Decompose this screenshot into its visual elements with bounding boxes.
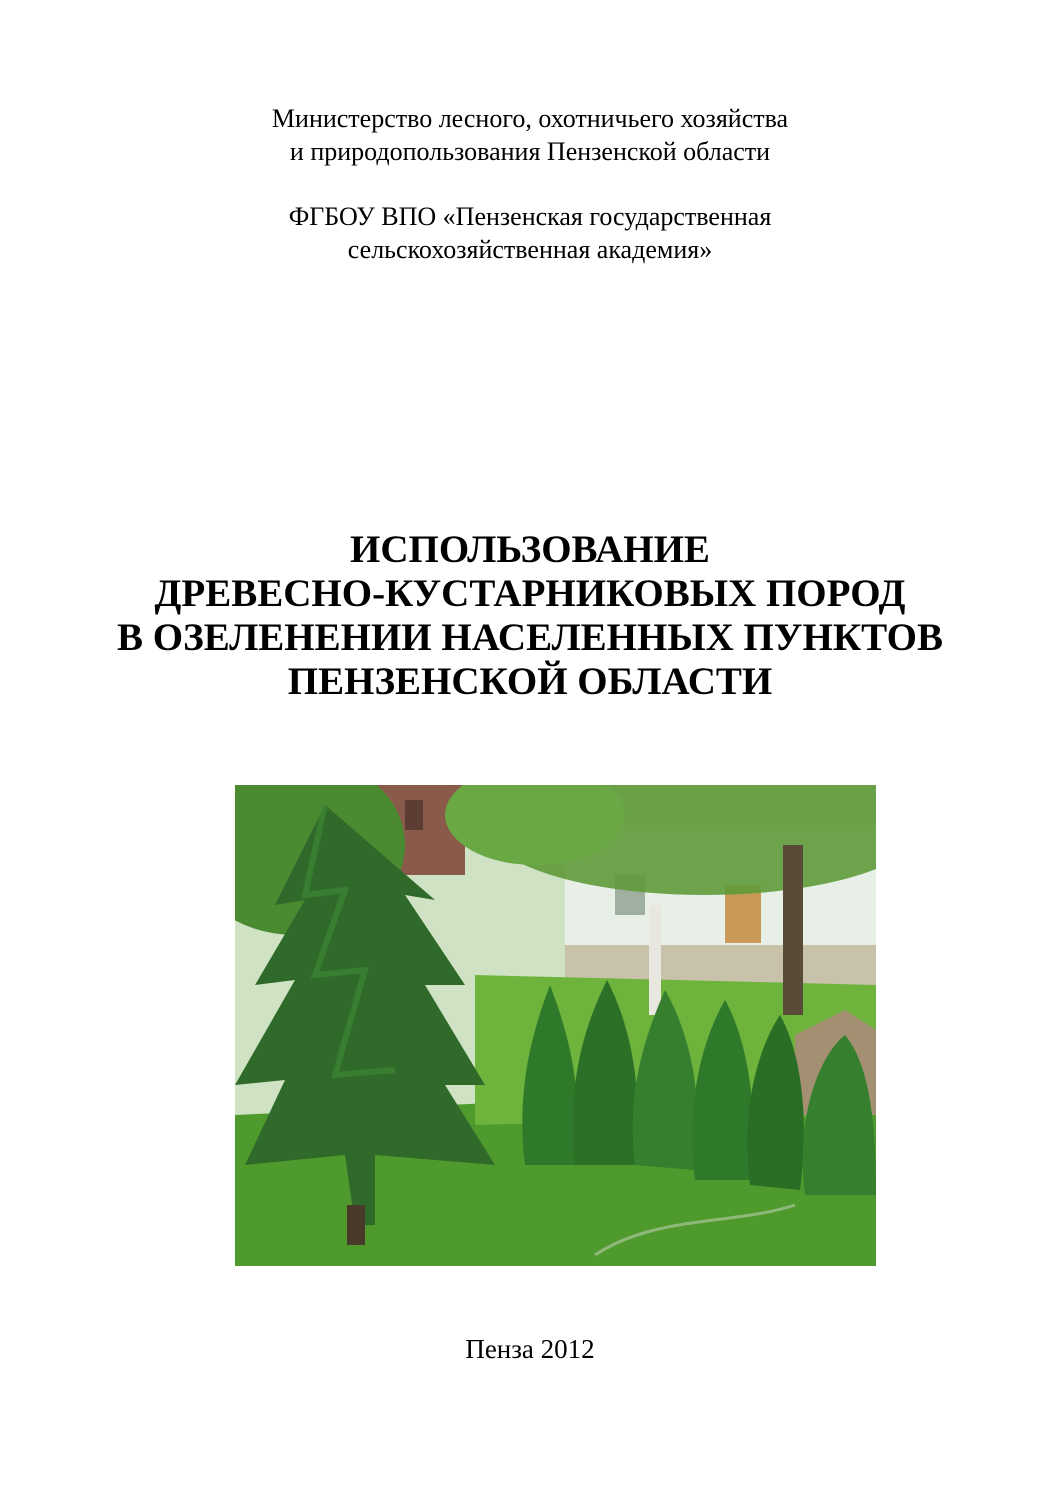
ministry-line: Министерство лесного, охотничьего хозяйства [271,104,789,133]
academy-line: сельскохозяйственная академия» [347,235,713,264]
title-line: ПЕНЗЕНСКОЙ ОБЛАСТИ [287,660,773,703]
ministry-name [0,102,1060,168]
title-line: В ОЗЕЛЕНЕНИИ НАСЕЛЕННЫХ ПУНКТОВ [117,616,943,659]
place-year: Пенза 2012 [465,1334,595,1364]
academy-line: ФГБОУ ВПО «Пензенская государственная [288,202,772,231]
cover-photo [235,785,876,1266]
garden-photo-icon [235,785,876,1266]
title-line: ИСПОЛЬЗОВАНИЕ [350,528,710,571]
ministry-line: и природопользования Пензенской области [289,137,771,166]
academy-name [0,200,1060,266]
title-line: ДРЕВЕСНО-КУСТАРНИКОВЫХ ПОРОД [154,572,906,615]
document-title [0,528,1060,704]
